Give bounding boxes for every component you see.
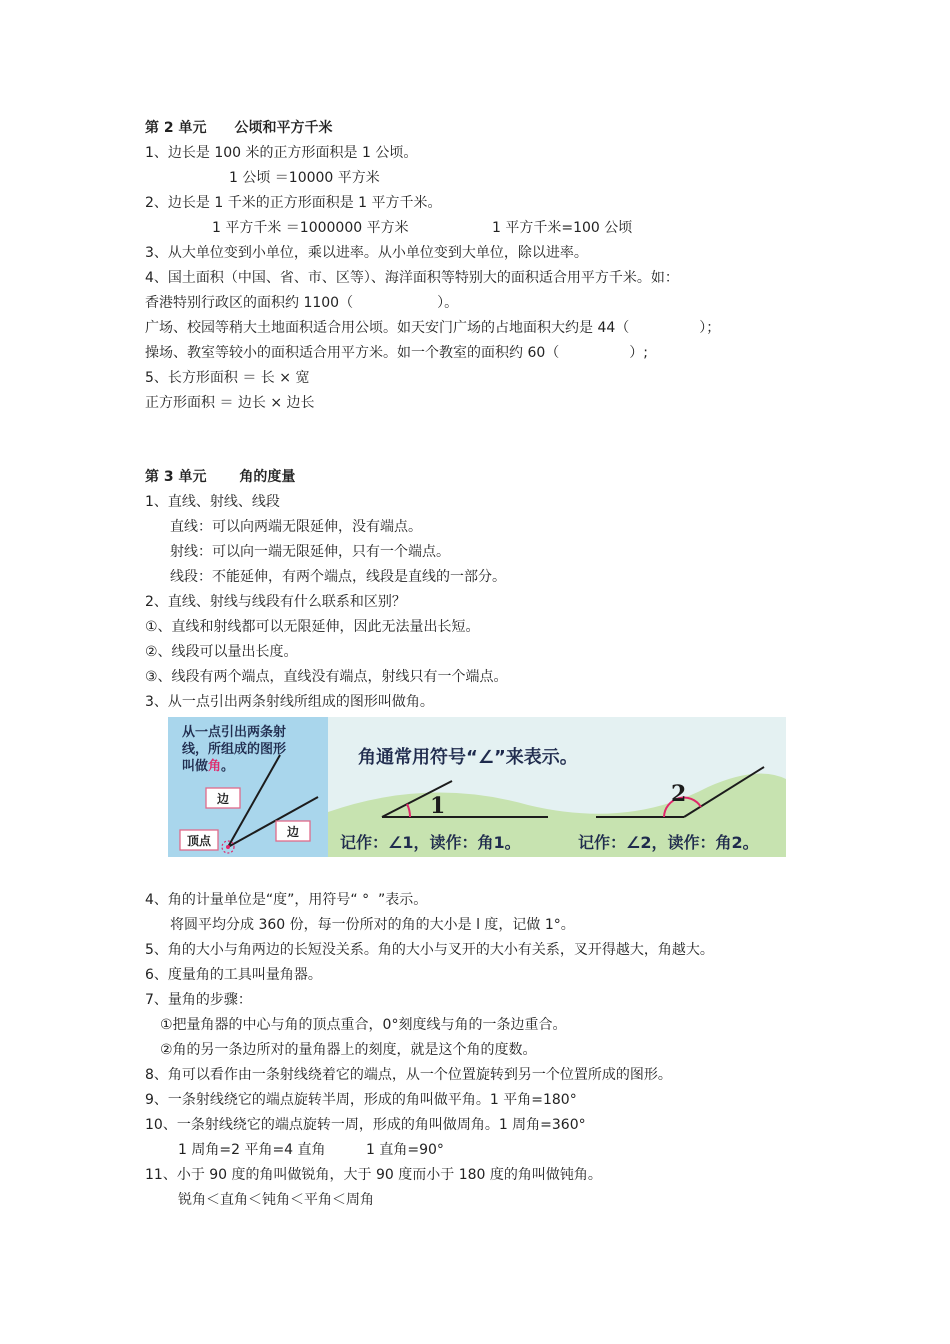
unit3-line: 4、角的计量单位是“度”，用符号“ ° ”表示。 (145, 892, 428, 908)
unit3-line: 线段：不能延伸，有两个端点，线段是直线的一部分。 (170, 569, 506, 585)
unit2-line: 2、边长是 1 千米的正方形面积是 1 平方千米。 (145, 195, 442, 211)
left-caption-line1: 从一点引出两条射 (182, 725, 287, 740)
unit3-line: 直线：可以向两端无限延伸，没有端点。 (170, 519, 422, 535)
angle2-note: 记作：∠2，读作：角2。 (578, 833, 759, 852)
unit3-line: 3、从一点引出两条射线所组成的图形叫做角。 (145, 694, 434, 710)
unit3-heading: 第 3 单元 角的度量 (145, 469, 296, 485)
angle2-number: 2 (671, 781, 687, 807)
angle1-number: 1 (430, 793, 446, 819)
unit3-line: 1 周角=2 平角=4 直角 (178, 1142, 326, 1158)
unit3-line: 2、直线、射线与线段有什么联系和区别？ (145, 594, 406, 610)
unit3-line: 锐角＜直角＜钝角＜平角＜周角 (178, 1192, 374, 1208)
unit3-line: 7、量角的步骤： (145, 992, 252, 1008)
left-caption-keyword: 角 (208, 759, 222, 774)
left-caption-line2: 线，所组成的图形 (182, 742, 287, 757)
angle1-note: 记作：∠1，读作：角1。 (340, 833, 521, 852)
edge-label-1: 边 (216, 792, 230, 806)
unit3-line: 将圆平均分成 360 份，每一份所对的角的大小是 l 度，记做 1°。 (170, 917, 575, 933)
left-caption-period: 。 (221, 759, 235, 774)
unit2-heading: 第 2 单元 公顷和平方千米 (145, 120, 333, 136)
unit3-line: ①把量角器的中心与角的顶点重合，0°刻度线与角的一条边重合。 (160, 1017, 567, 1033)
unit3-line: 9、一条射线绕它的端点旋转半周，形成的角叫做平角。1 平角=180° (145, 1092, 577, 1108)
edge-label-2: 边 (286, 825, 300, 839)
unit3-line: 1、直线、射线、线段 (145, 494, 280, 510)
unit3-line: 1 直角=90° (366, 1142, 444, 1158)
unit2-line: 1 平方千米 ＝1000000 平方米 (212, 220, 409, 236)
vertex-dot (226, 845, 230, 849)
unit2-line: 4、国土面积（中国、省、市、区等）、海洋面积等特别大的面积适合用平方千米。如： (145, 270, 679, 286)
unit2-line: 广场、校园等稍大土地面积适合用公顷。如天安门广场的占地面积大约是 44（ ）； (145, 320, 721, 336)
unit3-line: 10、一条射线绕它的端点旋转一周，形成的角叫做周角。1 周角=360° (145, 1117, 586, 1133)
unit3-line: 11、小于 90 度的角叫做锐角，大于 90 度而小于 180 度的角叫做钝角。 (145, 1167, 602, 1183)
symbol-title: 角通常用符号“∠”来表示。 (358, 747, 578, 768)
unit2-line: 1 平方千米=100 公顷 (492, 220, 633, 236)
vertex-label: 顶点 (186, 834, 212, 848)
unit2-line: 香港特别行政区的面积约 1100（ ）。 (145, 295, 459, 311)
left-caption-text: 叫做 (182, 759, 209, 774)
unit3-line: 射线：可以向一端无限延伸，只有一个端点。 (170, 544, 450, 560)
unit3-line: ②、线段可以量出长度。 (145, 644, 298, 660)
unit2-line: 5、长方形面积 ＝ 长 × 宽 (145, 370, 310, 386)
unit2-line: 操场、教室等较小的面积适合用平方米。如一个教室的面积约 60（ ）; (145, 345, 648, 361)
unit3-line: 5、角的大小与角两边的长短没关系。角的大小与叉开的大小有关系，叉开得越大，角越大。 (145, 942, 714, 958)
unit3-line: ①、直线和射线都可以无限延伸，因此无法量出长短。 (145, 619, 480, 635)
left-caption-line3 (182, 758, 234, 774)
unit2-line: 正方形面积 ＝ 边长 × 边长 (145, 395, 315, 411)
unit3-line: ③、线段有两个端点，直线没有端点，射线只有一个端点。 (145, 669, 508, 685)
unit3-line: 8、角可以看作由一条射线绕着它的端点，从一个位置旋转到另一个位置所成的图形。 (145, 1067, 672, 1083)
unit2-line: 1 公顷 ＝10000 平方米 (229, 170, 380, 186)
unit3-line: 6、度量角的工具叫量角器。 (145, 967, 322, 983)
unit2-line: 1、边长是 100 米的正方形面积是 1 公顷。 (145, 145, 418, 161)
angle-illustration (168, 717, 786, 857)
unit3-line: ②角的另一条边所对的量角器上的刻度，就是这个角的度数。 (160, 1042, 537, 1058)
unit2-line: 3、从大单位变到小单位，乘以进率。从小单位变到大单位，除以进率。 (145, 245, 588, 261)
